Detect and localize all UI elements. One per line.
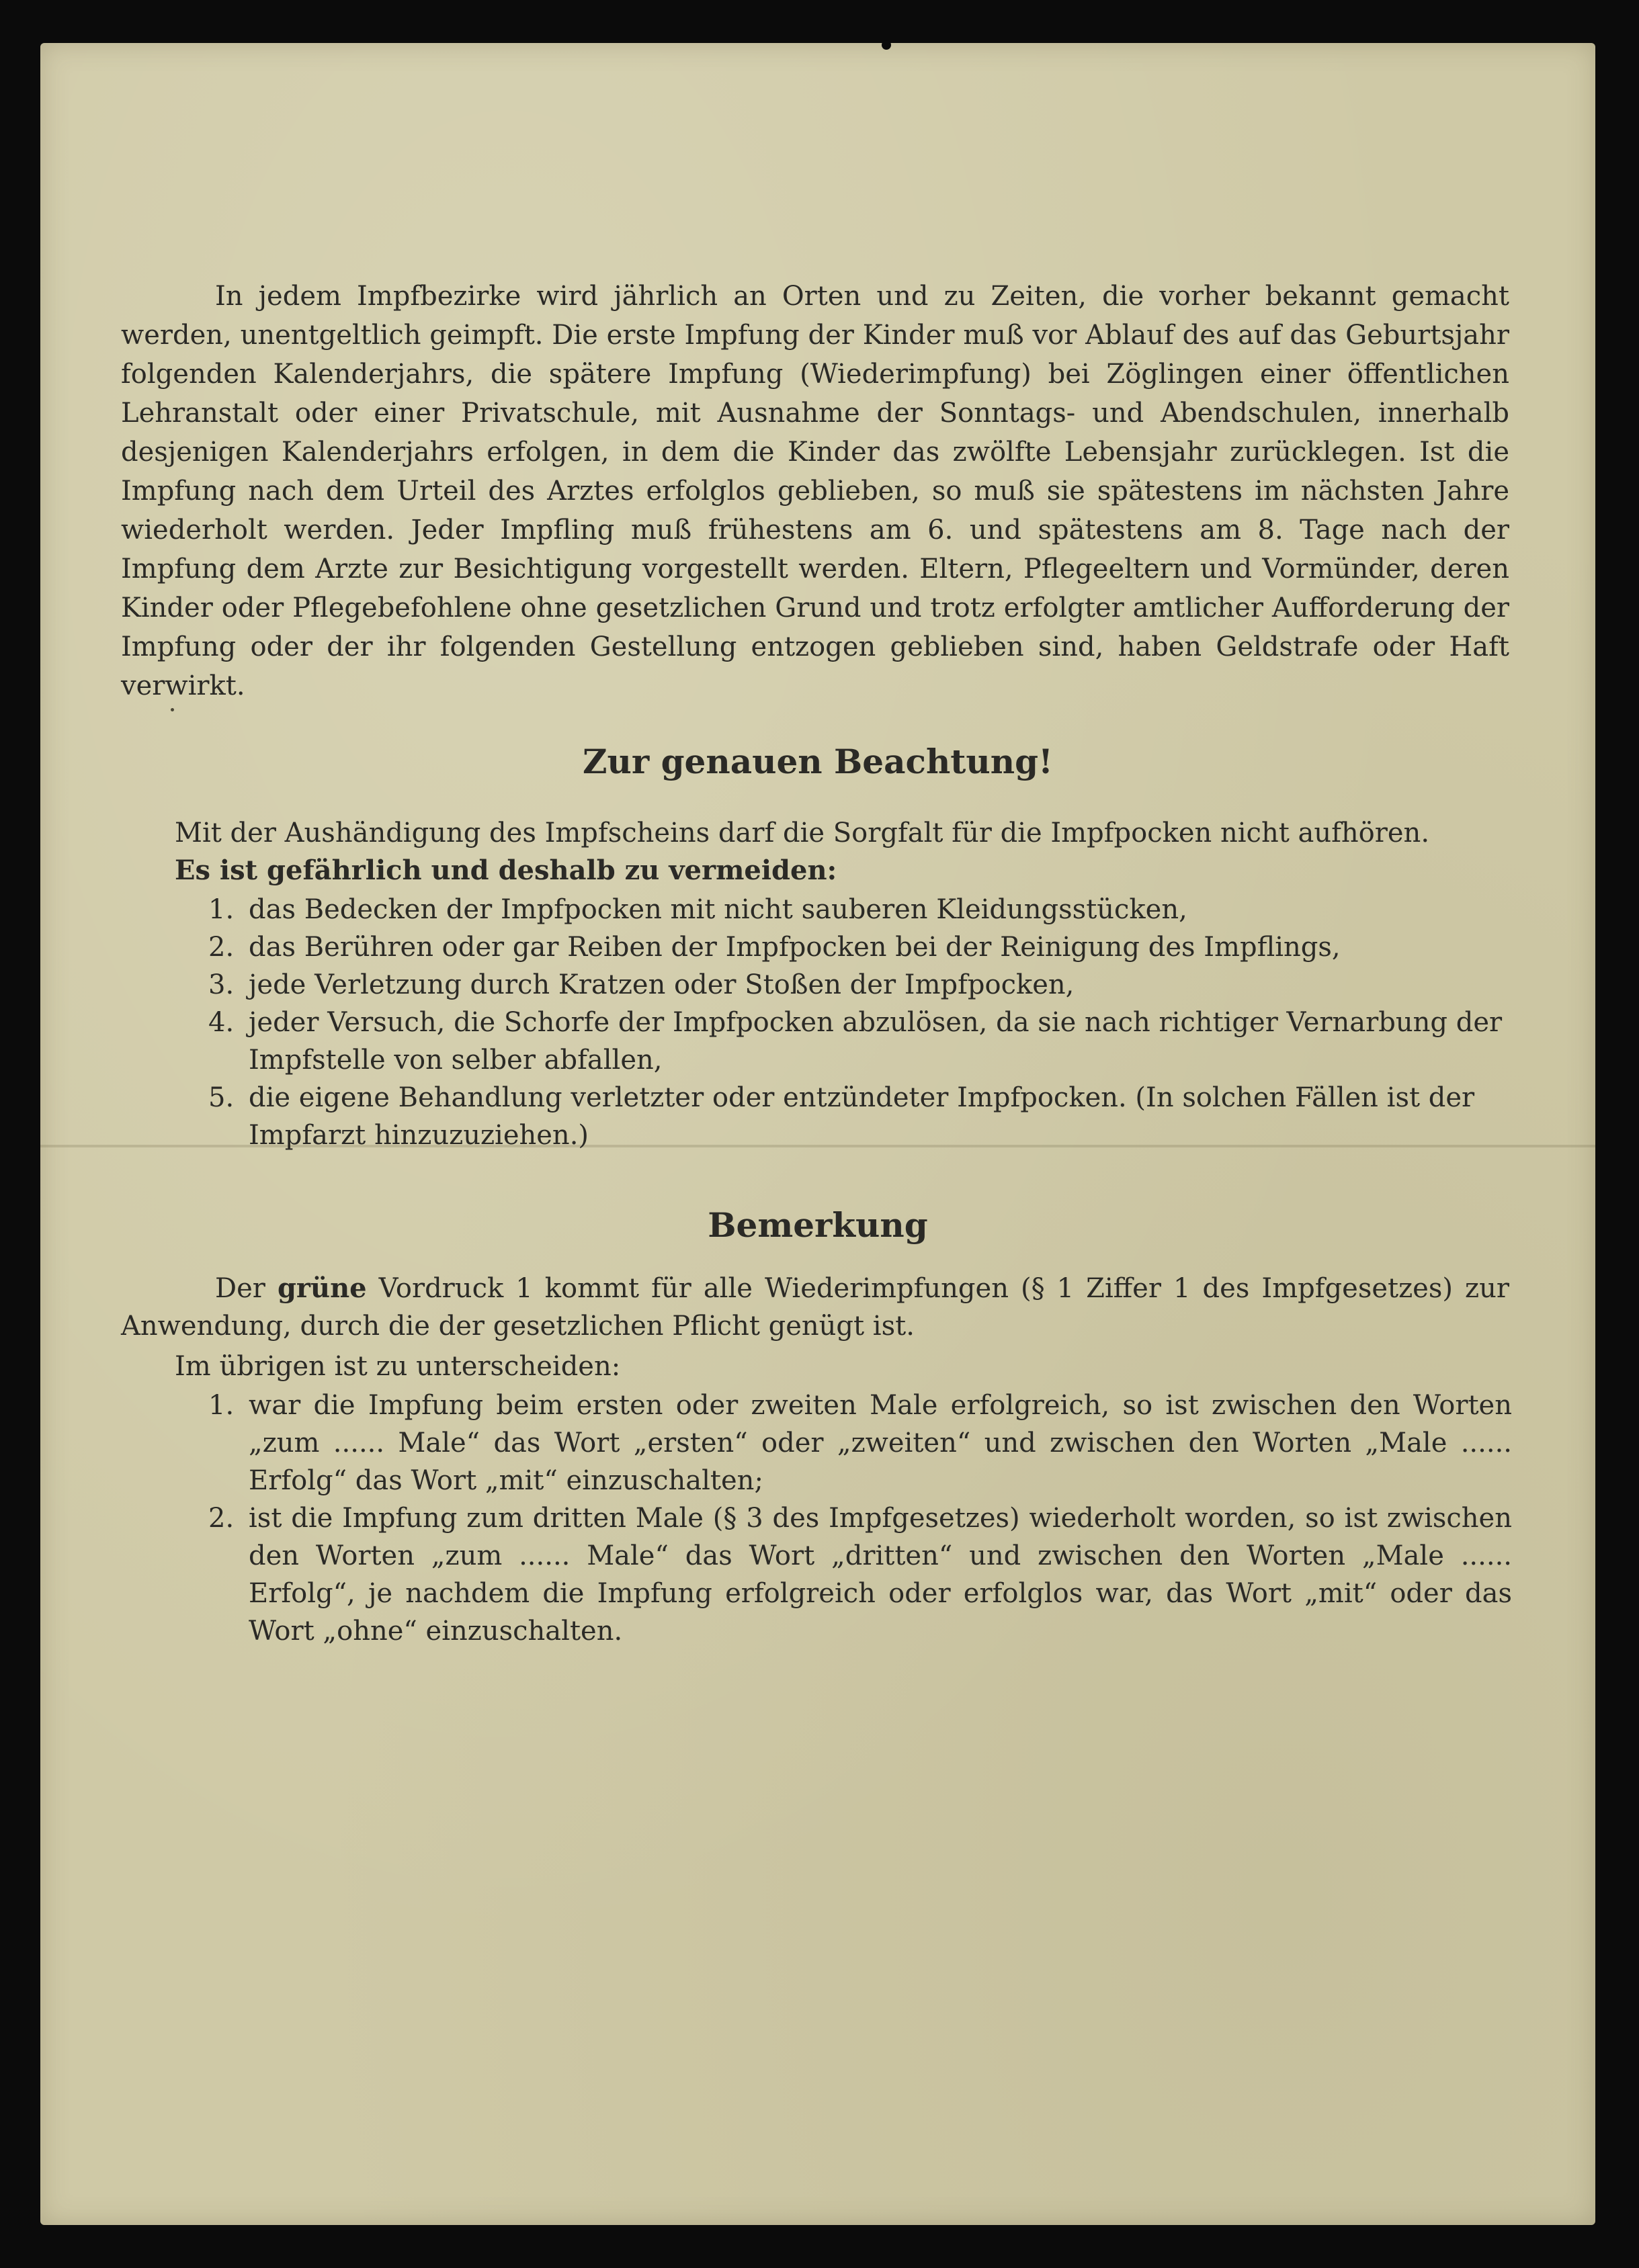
beachtung-warning: Es ist gefährlich und deshalb zu vermeiden: bbox=[175, 855, 837, 886]
list-item bbox=[208, 928, 1512, 966]
bemerkung-rest: Vordruck 1 kommt für alle Wiederimpfungen (§ 1 Ziffer 1 des Impfgesetzes) zur Anwendung, durch die der gesetzlichen Pflicht genügt ist. bbox=[121, 1273, 1509, 1342]
list-item bbox=[208, 891, 1512, 928]
list-item bbox=[208, 1499, 1512, 1650]
bemerkung-bold-word: grüne bbox=[277, 1272, 367, 1304]
paper-tear bbox=[882, 40, 891, 50]
list-item bbox=[208, 1079, 1512, 1154]
list-text: das Bedecken der Impfpocken mit nicht sauberen Kleidungsstücken, bbox=[249, 894, 1187, 925]
bemerkung-paragraph bbox=[121, 1270, 1509, 1345]
list-number: 3. bbox=[208, 969, 235, 1000]
heading-beachtung: Zur genauen Beachtung! bbox=[582, 742, 1054, 781]
list-number: 2. bbox=[208, 1503, 235, 1534]
bemerkung-list bbox=[208, 1387, 1512, 1650]
list-number: 1. bbox=[208, 1390, 235, 1421]
list-number: 1. bbox=[208, 894, 235, 925]
unterscheiden-line: Im übrigen ist zu unterscheiden: bbox=[175, 1351, 621, 1382]
list-number: 4. bbox=[208, 1007, 235, 1038]
list-text: jede Verletzung durch Kratzen oder Stoßen der Impfpocken, bbox=[249, 969, 1075, 1000]
list-item bbox=[208, 1004, 1512, 1079]
heading-bemerkung: Bemerkung bbox=[708, 1205, 928, 1245]
list-item bbox=[208, 1387, 1512, 1499]
list-number: 2. bbox=[208, 932, 235, 963]
list-number: 5. bbox=[208, 1082, 235, 1113]
ink-speck bbox=[171, 708, 174, 711]
list-text: ist die Impfung zum dritten Male (§ 3 des Impfgesetzes) wiederholt worden, so ist zwischen den Worten „zum ...... Male“ das Wort „dritten“ und zwischen den Worten „Male ...... Erfolg“, je nachdem die Impfung erfolgreich oder erfolglos war, das Wort „mit“ oder das Wort „ohne“ einzuschalten. bbox=[249, 1503, 1512, 1647]
list-item bbox=[208, 966, 1512, 1004]
bemerkung-prefix: Der bbox=[215, 1273, 265, 1304]
list-text: das Berühren oder gar Reiben der Impfpocken bei der Reinigung des Impflings, bbox=[249, 932, 1341, 963]
list-text: jeder Versuch, die Schorfe der Impfpocken abzulösen, da sie nach richtiger Vernarbung der Impfstelle von selber abfallen, bbox=[249, 1007, 1503, 1076]
list-text: die eigene Behandlung verletzter oder entzündeter Impfpocken. (In solchen Fällen ist der Impfarzt hinzuzuziehen.) bbox=[249, 1082, 1475, 1151]
intro-paragraph: In jedem Impfbezirke wird jährlich an Orten und zu Zeiten, die vorher bekannt gemacht werden, unentgeltlich geimpft. Die erste Impfung der Kinder muß vor Ablauf des auf das Geburtsjahr folgenden Kalenderjahrs, die spätere Impfung (Wiederimpfung) bei Zöglingen einer öffentlichen Lehranstalt oder einer Privatschule, mit Ausnahme der Sonntags- und Abendschulen, innerhalb desjenigen Kalenderjahrs erfolgen, in dem die Kinder das zwölfte Lebensjahr zurücklegen. Ist die Impfung nach dem Urteil des Arztes erfolglos geblieben, so muß sie spätestens im nächsten Jahre wiederholt werden. Jeder Impfling muß frühestens am 6. und spätestens am 8. Tage nach der Impfung dem Arzte zur Besichtigung vorgestellt werden. Eltern, Pflegeeltern und Vormünder, deren Kinder oder Pflegebefohlene ohne gesetzlichen Grund und trotz erfolgter amtlicher Aufforderung der Impfung oder der ihr folgenden Gestellung entzogen geblieben sind, haben Geldstrafe oder Haft verwirkt. bbox=[121, 281, 1509, 701]
document-sheet bbox=[40, 43, 1595, 2225]
beachtung-list bbox=[208, 891, 1512, 1154]
beachtung-intro: Mit der Aushändigung des Impfscheins darf die Sorgfalt für die Impfpocken nicht aufhören. bbox=[175, 818, 1430, 848]
list-text: war die Impfung beim ersten oder zweiten Male erfolgreich, so ist zwischen den Worten „zum ...... Male“ das Wort „ersten“ oder „zweiten“ und zwischen den Worten „Male ...... Erfolg“ das Wort „mit“ einzuschalten; bbox=[249, 1390, 1512, 1496]
